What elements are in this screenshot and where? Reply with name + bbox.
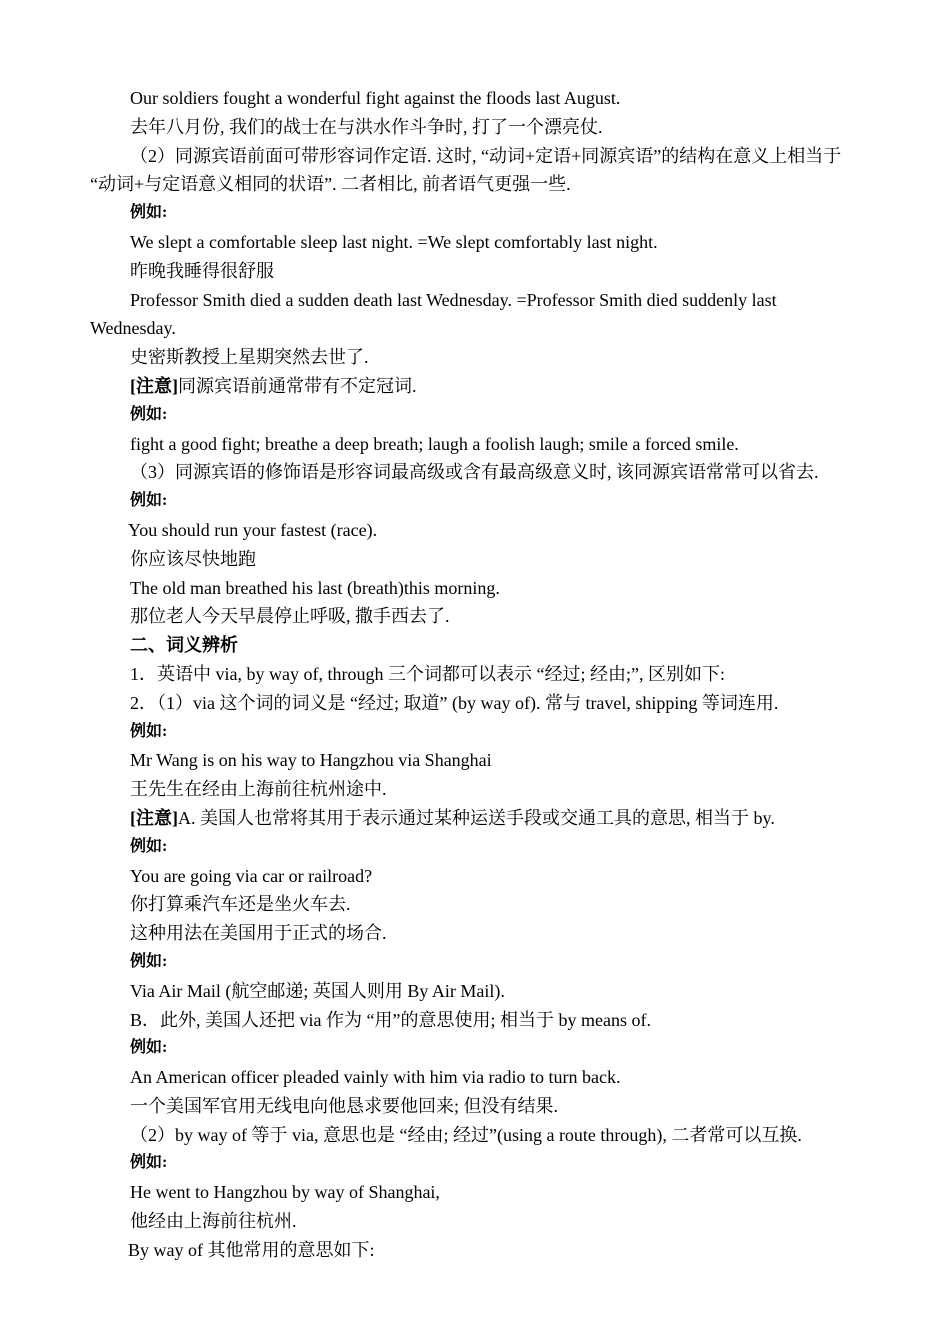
translation: 去年八月份, 我们的战士在与洪水作斗争时, 打了一个漂亮仗. — [130, 116, 603, 137]
translation: 那位老人今天早晨停止呼吸, 撒手西去了. — [130, 606, 450, 627]
translation: 他经由上海前往杭州. — [130, 1211, 297, 1232]
example-sentence: Our soldiers fought a wonderful fight against the floods last August. — [130, 88, 621, 108]
example-sentence: You are going via car or railroad? — [130, 865, 373, 886]
example-sentence: We slept a comfortable sleep last night. =We slept comfortably last night. — [130, 231, 658, 252]
example-label: 例如: — [130, 722, 168, 740]
example-label: 例如: — [130, 492, 168, 510]
translation: 昨晚我睡得很舒服 — [130, 260, 274, 281]
example-sentence: Via Air Mail (航空邮递; 英国人则用 By Air Mail). — [130, 980, 505, 1001]
example-sentence: You should run your fastest (race). — [128, 519, 378, 540]
translation: 一个美国军官用无线电向他恳求要他回来; 但没有结果. — [130, 1095, 558, 1116]
note-paragraph — [90, 804, 865, 833]
example-label: 例如: — [130, 1154, 168, 1172]
translation: 王先生在经由上海前往杭州途中. — [130, 779, 387, 800]
translation: 你应该尽快地跑 — [130, 548, 256, 569]
example-label: 例如: — [130, 405, 168, 423]
example-sentence: An American officer pleaded vainly with him via radio to turn back. — [130, 1067, 621, 1088]
translation: 史密斯教授上星期突然去世了. — [130, 347, 369, 368]
paragraph: （3）同源宾语的修饰语是形容词最高级或含有最高级意义时, 该同源宾语常常可以省去. — [130, 462, 819, 483]
paragraph: 2．（1）via 这个词的词义是 “经过; 取道” (by way of). 常与 travel, shipping 等词连用. — [130, 692, 779, 713]
example-sentence: fight a good fight; breathe a deep breath; laugh a foolish laugh; smile a forced smile. — [130, 433, 739, 454]
paragraph: （2）同源宾语前面可带形容词作定语. 这时, “动词+定语+同源宾语”的结构在意义上相当于 “动词+与定语意义相同的状语”. 二者相比, 前者语气更强一些. — [90, 145, 842, 195]
note-label: [注意] — [130, 375, 178, 396]
example-label: 例如: — [130, 1039, 168, 1057]
paragraph: （2）by way of 等于 via, 意思也是 “经由; 经过”(using a route through), 二者常可以互换. — [130, 1124, 802, 1145]
paragraph: 1．英语中 via, by way of, through 三个词都可以表示 “经过; 经由;”, 区别如下: — [130, 663, 725, 684]
note-label: [注意] — [130, 807, 178, 828]
example-sentence: He went to Hangzhou by way of Shanghai, — [130, 1182, 440, 1203]
example-label: 例如: — [130, 204, 168, 222]
example-sentence: Mr Wang is on his way to Hangzhou via Shanghai — [130, 750, 492, 771]
example-label: 例如: — [130, 837, 168, 855]
document-body — [90, 84, 865, 1265]
example-label: 例如: — [130, 952, 168, 970]
translation: 你打算乘汽车还是坐火车去. — [130, 894, 351, 915]
note-text: 同源宾语前通常带有不定冠词. — [178, 375, 417, 396]
paragraph: B．此外, 美国人还把 via 作为 “用”的意思使用; 相当于 by means of. — [130, 1009, 651, 1030]
note-text: A. 美国人也常将其用于表示通过某种运送手段或交通工具的意思, 相当于 by. — [178, 807, 775, 828]
section-heading: 二、词义辨析 — [130, 635, 238, 656]
example-sentence: The old man breathed his last (breath)this morning. — [130, 577, 500, 598]
paragraph: 这种用法在美国用于正式的场合. — [130, 923, 387, 944]
note-paragraph — [90, 372, 865, 401]
example-sentence: Professor Smith died a sudden death last Wednesday. =Professor Smith died suddenly last Wednesday. — [90, 289, 777, 339]
paragraph: By way of 其他常用的意思如下: — [128, 1239, 375, 1260]
